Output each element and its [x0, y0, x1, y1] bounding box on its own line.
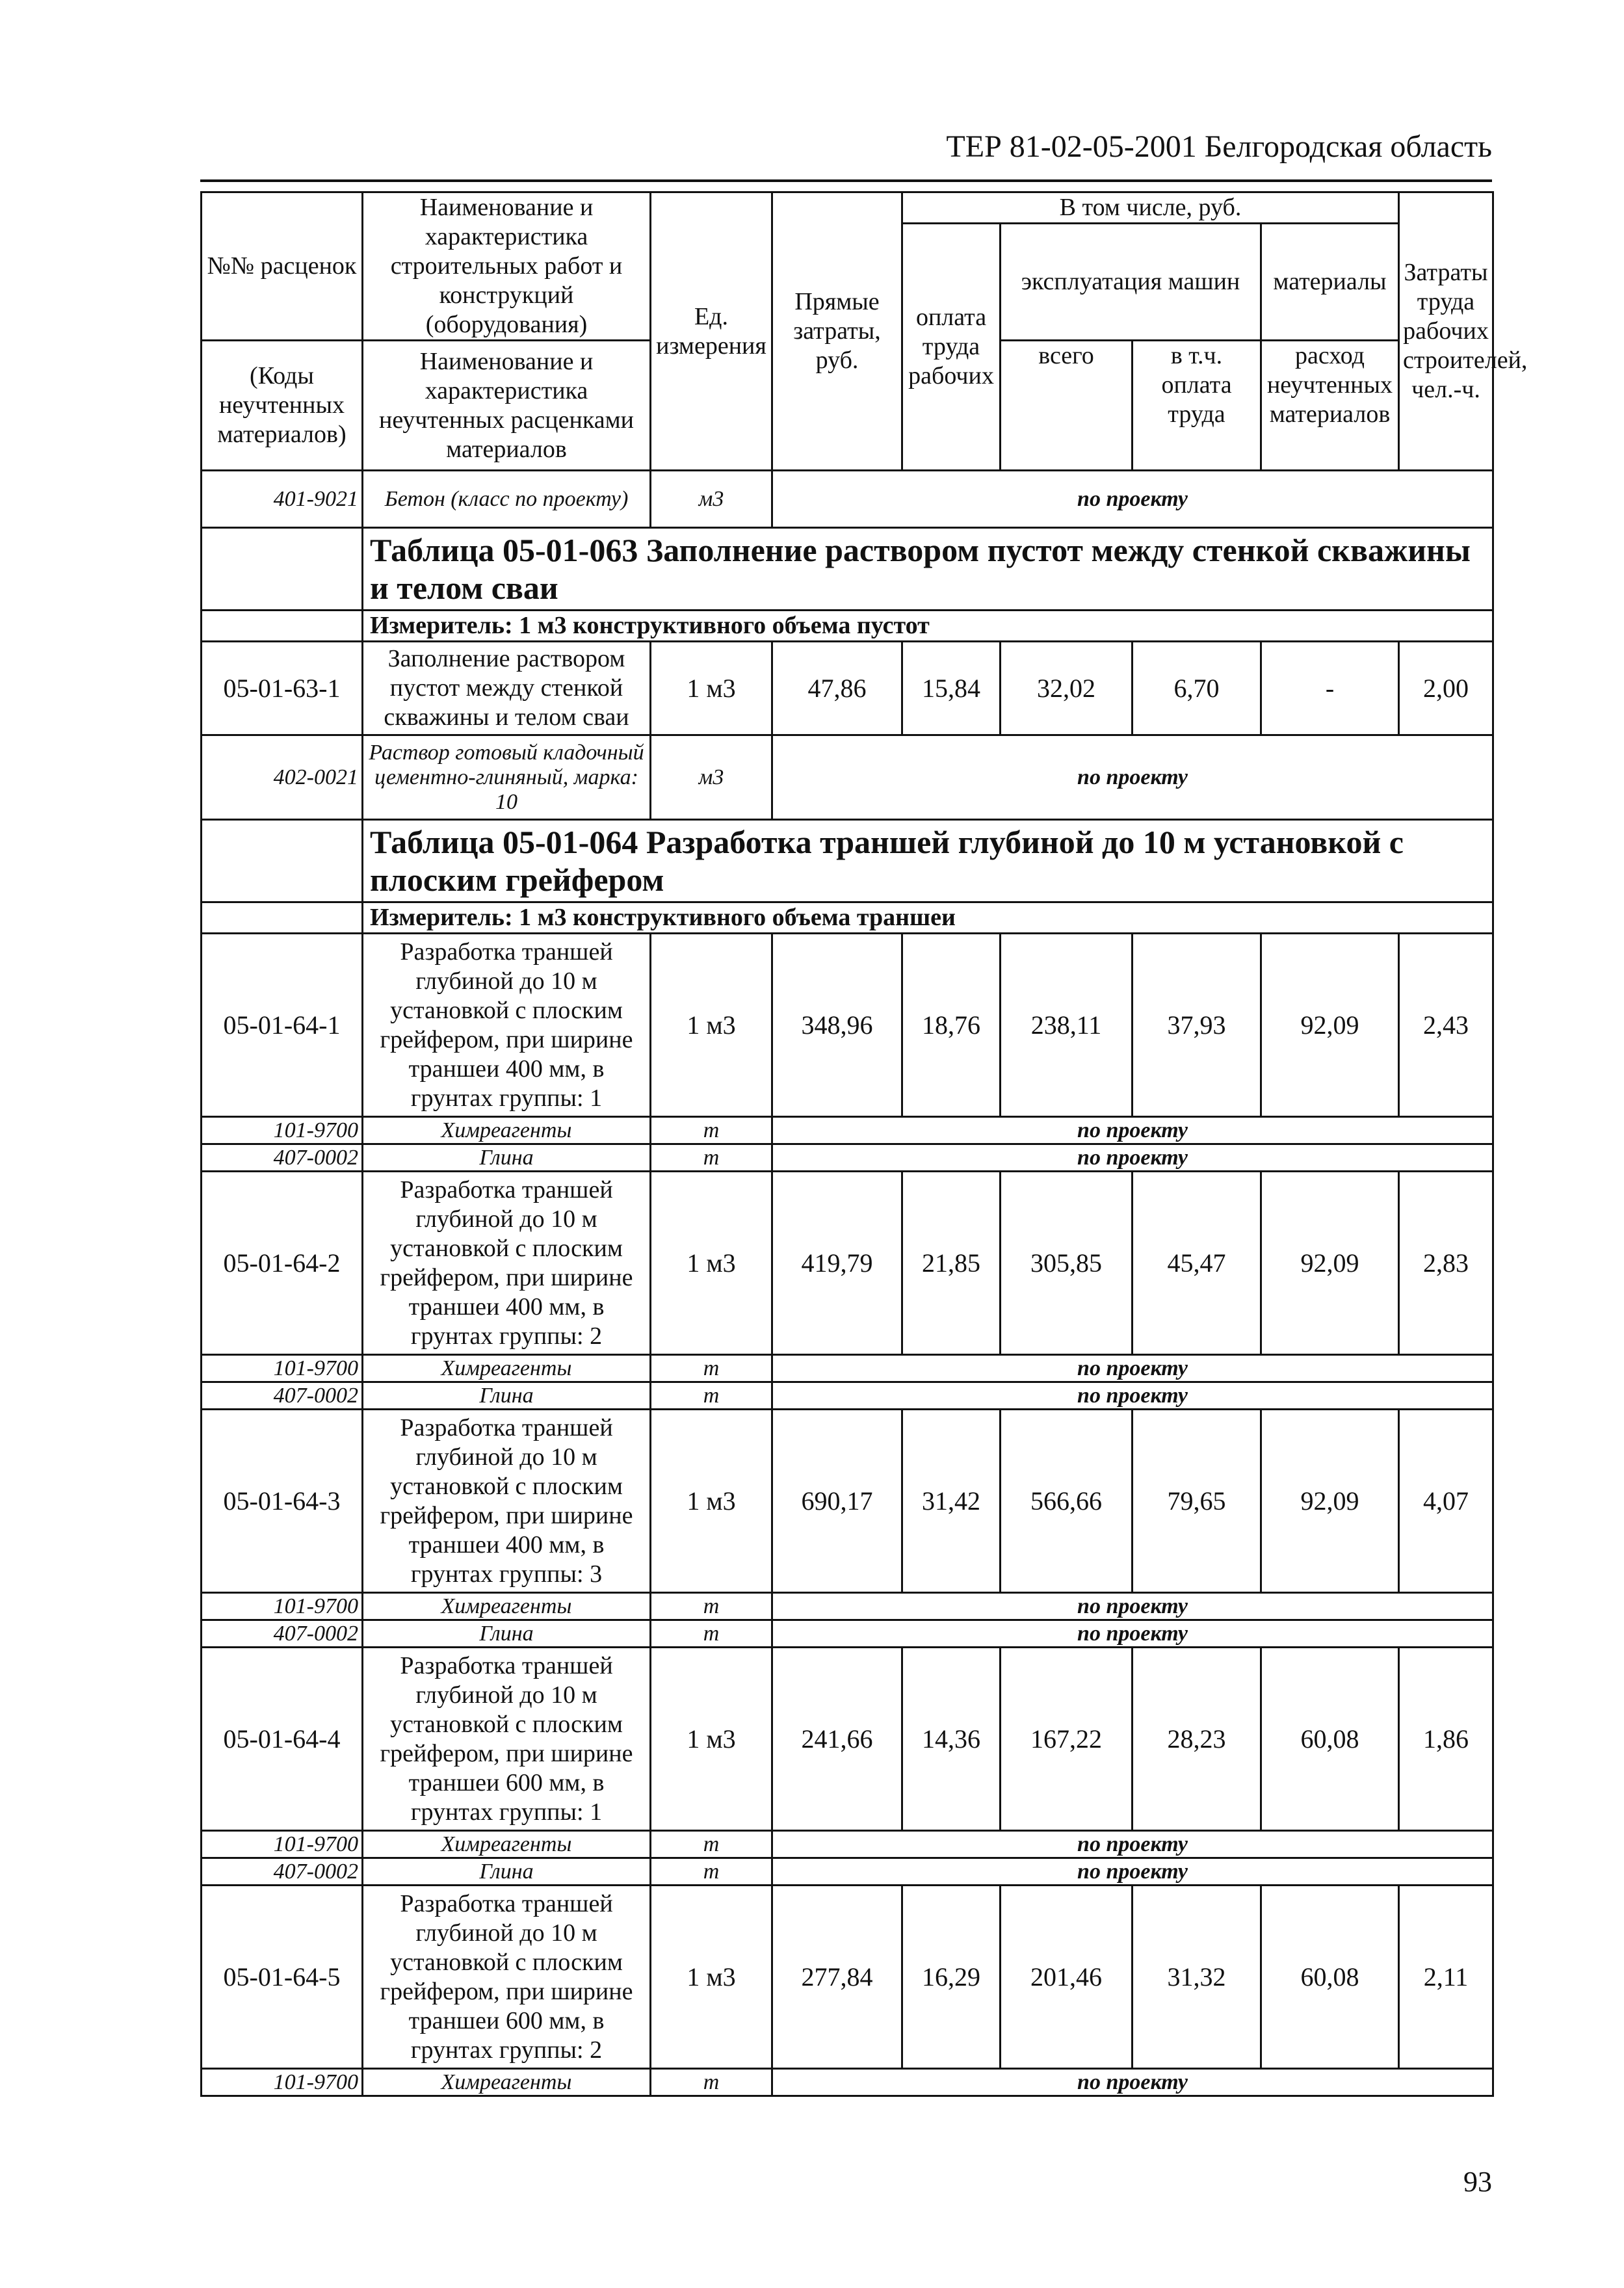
rate-machines: 305,85 — [1001, 1172, 1133, 1355]
rate-code: 05-01-64-2 — [202, 1172, 363, 1355]
rates-table — [200, 191, 1528, 2097]
col-header-unit: Ед. измерения — [651, 192, 772, 471]
material-code: 101-9700 — [202, 1831, 363, 1858]
material-value: по проекту — [772, 471, 1493, 528]
material-name: Глина — [363, 1620, 651, 1648]
material-unit: т — [651, 1593, 772, 1620]
material-unit: т — [651, 1355, 772, 1382]
material-code: 101-9700 — [202, 1117, 363, 1144]
page-number: 93 — [1463, 2166, 1492, 2198]
rate-labor: 2,00 — [1399, 642, 1493, 735]
material-name: Химреагенты — [363, 2069, 651, 2096]
material-name: Химреагенты — [363, 1831, 651, 1858]
rate-direct: 277,84 — [772, 1886, 902, 2069]
rate-machines-wage: 31,32 — [1133, 1886, 1261, 2069]
rate-materials: - — [1261, 642, 1399, 735]
rate-row — [202, 642, 1493, 735]
material-value: по проекту — [772, 1620, 1493, 1648]
rate-code: 05-01-63-1 — [202, 642, 363, 735]
rate-direct: 690,17 — [772, 1410, 902, 1593]
rate-machines: 32,02 — [1001, 642, 1133, 735]
material-code: 401-9021 — [202, 471, 363, 528]
col-header-direct: Прямые затраты, руб. — [772, 192, 902, 471]
material-row — [202, 1620, 1493, 1648]
material-unit: т — [651, 1144, 772, 1172]
table-measure-row — [202, 902, 1493, 934]
col-header-machines-wage: в т.ч. оплата труда — [1133, 341, 1261, 471]
rate-machines: 167,22 — [1001, 1648, 1133, 1831]
table-measure: Измеритель: 1 м3 конструктивного объема пустот — [363, 611, 1493, 642]
rate-unit: 1 м3 — [651, 642, 772, 735]
material-unit: т — [651, 1117, 772, 1144]
header-rule — [200, 179, 1492, 182]
material-value: по проекту — [772, 735, 1493, 820]
material-code: 407-0002 — [202, 1144, 363, 1172]
rate-unit: 1 м3 — [651, 1648, 772, 1831]
rate-wage: 31,42 — [902, 1410, 1001, 1593]
rate-machines: 238,11 — [1001, 934, 1133, 1117]
table-measure-code-cell — [202, 611, 363, 642]
material-row — [202, 735, 1493, 820]
table-title-code-cell — [202, 820, 363, 902]
material-value: по проекту — [772, 2069, 1493, 2096]
material-code: 101-9700 — [202, 1355, 363, 1382]
material-unit: м3 — [651, 735, 772, 820]
col-header-machines-total: всего — [1001, 341, 1133, 471]
material-name: Глина — [363, 1858, 651, 1886]
table-title: Таблица 05-01-064 Разработка траншей глубиной до 10 м установкой с плоским грейфером — [363, 820, 1493, 902]
col-header-materials: материалы — [1261, 224, 1399, 341]
rate-machines-wage: 45,47 — [1133, 1172, 1261, 1355]
table-title-code-cell — [202, 528, 363, 611]
rate-labor: 4,07 — [1399, 1410, 1493, 1593]
rate-machines-wage: 79,65 — [1133, 1410, 1261, 1593]
col-header-name-alt: Наименование и характеристика неучтенных расценками материалов — [363, 341, 651, 471]
material-value: по проекту — [772, 1382, 1493, 1410]
rate-wage: 14,36 — [902, 1648, 1001, 1831]
rate-wage: 15,84 — [902, 642, 1001, 735]
material-name: Глина — [363, 1144, 651, 1172]
material-name: Бетон (класс по проекту) — [363, 471, 651, 528]
material-name: Химреагенты — [363, 1117, 651, 1144]
material-unit: т — [651, 1620, 772, 1648]
col-header-code-alt: (Коды неучтенных материалов) — [202, 341, 363, 471]
rate-direct: 419,79 — [772, 1172, 902, 1355]
rate-name: Разработка траншей глубиной до 10 м установкой с плоским грейфером, при ширине траншеи 600 мм, в грунтах группы: 2 — [363, 1886, 651, 2069]
rate-code: 05-01-64-4 — [202, 1648, 363, 1831]
col-header-wage: оплата труда рабочих — [902, 224, 1001, 471]
rate-materials: 92,09 — [1261, 1410, 1399, 1593]
rate-code: 05-01-64-1 — [202, 934, 363, 1117]
rate-unit: 1 м3 — [651, 1410, 772, 1593]
material-row — [202, 1144, 1493, 1172]
rate-materials: 92,09 — [1261, 1172, 1399, 1355]
material-code: 101-9700 — [202, 1593, 363, 1620]
rate-direct: 348,96 — [772, 934, 902, 1117]
material-value: по проекту — [772, 1858, 1493, 1886]
col-header-code: №№ расценок — [202, 192, 363, 341]
col-header-incl: В том числе, руб. — [902, 192, 1399, 224]
rate-row — [202, 1886, 1493, 2069]
material-value: по проекту — [772, 1831, 1493, 1858]
table-title: Таблица 05-01-063 Заполнение раствором пустот между стенкой скважины и телом сваи — [363, 528, 1493, 611]
material-unit: м3 — [651, 471, 772, 528]
material-row — [202, 1593, 1493, 1620]
material-name: Химреагенты — [363, 1355, 651, 1382]
material-value: по проекту — [772, 1144, 1493, 1172]
rate-labor: 2,83 — [1399, 1172, 1493, 1355]
rate-materials: 60,08 — [1261, 1648, 1399, 1831]
rate-name: Заполнение раствором пустот между стенкой скважины и телом сваи — [363, 642, 651, 735]
table-measure-row — [202, 611, 1493, 642]
col-header-materials-alt: расход неучтенных материалов — [1261, 341, 1399, 471]
material-row — [202, 1382, 1493, 1410]
rate-direct: 47,86 — [772, 642, 902, 735]
material-code: 407-0002 — [202, 1620, 363, 1648]
material-name: Раствор готовый кладочный цементно-глиняный, марка: 10 — [363, 735, 651, 820]
material-code: 402-0021 — [202, 735, 363, 820]
rate-row — [202, 934, 1493, 1117]
material-unit: т — [651, 1831, 772, 1858]
rate-materials: 92,09 — [1261, 934, 1399, 1117]
col-header-name: Наименование и характеристика строительных работ и конструкций (оборудования) — [363, 192, 651, 341]
rate-machines-wage: 28,23 — [1133, 1648, 1261, 1831]
rate-labor: 2,43 — [1399, 934, 1493, 1117]
rate-machines-wage: 6,70 — [1133, 642, 1261, 735]
material-row — [202, 1858, 1493, 1886]
material-row — [202, 1117, 1493, 1144]
table-title-row — [202, 528, 1493, 611]
material-row — [202, 471, 1493, 528]
rate-row — [202, 1648, 1493, 1831]
material-unit: т — [651, 1858, 772, 1886]
material-name: Глина — [363, 1382, 651, 1410]
col-header-machines: эксплуатация машин — [1001, 224, 1261, 341]
rate-code: 05-01-64-3 — [202, 1410, 363, 1593]
page-header-title: ТЕР 81-02-05-2001 Белгородская область — [946, 129, 1492, 164]
rate-labor: 2,11 — [1399, 1886, 1493, 2069]
material-row — [202, 2069, 1493, 2096]
rate-unit: 1 м3 — [651, 1886, 772, 2069]
material-code: 407-0002 — [202, 1858, 363, 1886]
rate-row — [202, 1410, 1493, 1593]
material-row — [202, 1355, 1493, 1382]
table-measure-code-cell — [202, 902, 363, 934]
rate-materials: 60,08 — [1261, 1886, 1399, 2069]
rate-machines: 566,66 — [1001, 1410, 1133, 1593]
rate-name: Разработка траншей глубиной до 10 м установкой с плоским грейфером, при ширине траншеи 400 мм, в грунтах группы: 3 — [363, 1410, 651, 1593]
material-unit: т — [651, 2069, 772, 2096]
rate-name: Разработка траншей глубиной до 10 м установкой с плоским грейфером, при ширине траншеи 400 мм, в грунтах группы: 1 — [363, 934, 651, 1117]
rate-wage: 16,29 — [902, 1886, 1001, 2069]
material-value: по проекту — [772, 1117, 1493, 1144]
material-row — [202, 1831, 1493, 1858]
material-code: 101-9700 — [202, 2069, 363, 2096]
material-name: Химреагенты — [363, 1593, 651, 1620]
table-title-row — [202, 820, 1493, 902]
material-code: 407-0002 — [202, 1382, 363, 1410]
rate-labor: 1,86 — [1399, 1648, 1493, 1831]
table-measure: Измеритель: 1 м3 конструктивного объема траншеи — [363, 902, 1493, 934]
rate-machines-wage: 37,93 — [1133, 934, 1261, 1117]
rate-unit: 1 м3 — [651, 1172, 772, 1355]
material-value: по проекту — [772, 1593, 1493, 1620]
rate-wage: 21,85 — [902, 1172, 1001, 1355]
rate-direct: 241,66 — [772, 1648, 902, 1831]
rate-row — [202, 1172, 1493, 1355]
material-value: по проекту — [772, 1355, 1493, 1382]
rate-machines: 201,46 — [1001, 1886, 1133, 2069]
rate-code: 05-01-64-5 — [202, 1886, 363, 2069]
rate-unit: 1 м3 — [651, 934, 772, 1117]
rate-wage: 18,76 — [902, 934, 1001, 1117]
rate-name: Разработка траншей глубиной до 10 м установкой с плоским грейфером, при ширине траншеи 600 мм, в грунтах группы: 1 — [363, 1648, 651, 1831]
col-header-labor: Затраты труда рабочих строителей, чел.-ч. — [1399, 192, 1493, 471]
rate-name: Разработка траншей глубиной до 10 м установкой с плоским грейфером, при ширине траншеи 400 мм, в грунтах группы: 2 — [363, 1172, 651, 1355]
material-unit: т — [651, 1382, 772, 1410]
